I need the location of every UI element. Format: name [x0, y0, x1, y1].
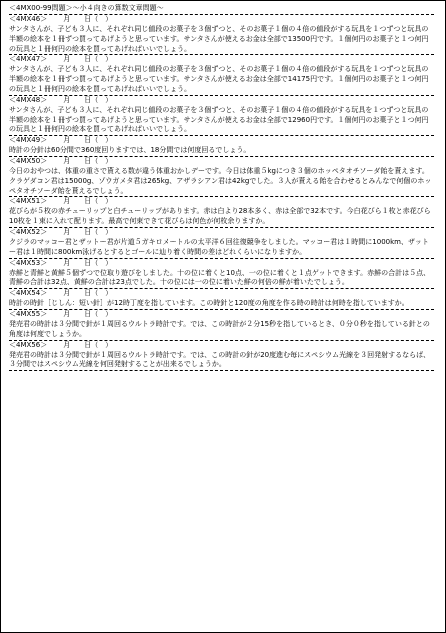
problem-header	[9, 55, 434, 65]
problem-text: 今日のおやつは、体重の重さで貰える数が違う体重おかしデーです。今日は体重５kgにつき３個のホッペタオチソーダ飴を貰えます。クラゲダコン君は15000g、ゾウガメタ君は265kg、アザラシアン君は42kgでした。３人が貰える飴を合わせるとみんなで何個のホッペタオチソーダ飴を貰えるでしょう。	[9, 166, 432, 195]
problem-date-field: 月 日（ ）	[63, 156, 113, 165]
problem-date-field: 月 日（ ）	[63, 95, 113, 104]
problem-header	[9, 259, 434, 269]
problem-text: サンタさんが、子ども３人に、それぞれ同じ値段のお菓子を３個ずつと、そのお菓子１個の４倍の値段がする玩具を１つずつと玩具の半額の絵本を１冊ずつ買ってあげようと思っています。サンタさんが使えるお金は全部で12960円です。１個何円のお菓子と１つ何円の玩具と１冊何円の絵本を買ってあげればいいでしょう。	[9, 105, 429, 134]
problem-text: 発売君の時計は３分間で針が１周回るウルトラ時計です。では、この時計の針が20度進む毎にスペシウム光線を３回発射するならば、３分間ではスペシウム光線を何回発射することが出来るでしょうか。	[9, 350, 431, 369]
problem-text: 発売君の時計は３分間で針が１周回るウルトラ時計です。では、この時計が２分15秒を指しているとき、０分０秒を指している針との角度は何度でしょうか。	[9, 319, 430, 338]
problem-header	[9, 157, 434, 167]
problem-item	[9, 55, 434, 95]
problem-id: ＜4MX53＞	[9, 258, 48, 267]
problem-header	[9, 15, 434, 25]
problem-item	[9, 259, 434, 290]
problem-date-field: 月 日（ ）	[63, 197, 113, 206]
problem-header	[9, 310, 434, 320]
problem-text: 時計の時針［じしん：短い針］が12時丁度を指しています。この時針と120度の角度を作る時の時計は何時を指していますか。	[9, 299, 409, 308]
problem-text: 時計の分針は60分間で360度回りますでは、18分間では何度回るでしょう。	[9, 146, 251, 155]
problem-text: 花びらが５枚の赤チューリップと白チューリップがあります。赤は白より28本多く、赤は全部で32本です。今白花びら１枚と赤花びら10枚を１束に入れて配ります。最高で何束できて花びらは何色が何枚余りますか。	[9, 207, 431, 226]
problem-header	[9, 96, 434, 106]
problem-id: ＜4MX51＞	[9, 197, 48, 206]
problem-header	[9, 341, 434, 351]
problem-date-field: 月 日（ ）	[63, 309, 113, 318]
problem-item	[9, 289, 434, 310]
problem-date-field: 月 日（ ）	[63, 136, 113, 145]
problem-id: ＜4MX49＞	[9, 136, 48, 145]
problem-item	[9, 15, 434, 55]
problem-header	[9, 228, 434, 238]
problem-date-field: 月 日（ ）	[63, 258, 113, 267]
problem-date-field: 月 日（ ）	[63, 55, 113, 64]
problem-id: ＜4MX54＞	[9, 289, 48, 298]
problem-list	[9, 15, 434, 371]
problem-item	[9, 197, 434, 228]
problem-id: ＜4MX50＞	[9, 156, 48, 165]
problem-date-field: 月 日（ ）	[63, 340, 113, 349]
problem-text: サンタさんが、子ども３人に、それぞれ同じ値段のお菓子を３個ずつと、そのお菓子１個の４倍の値段がする玩具を１つずつと玩具の半額の絵本を１冊ずつ買ってあげようと思っています。サンタさんが使えるお金は全部で13500円です。１個何円のお菓子と１つ何円の玩具と１冊何円の絵本を買ってあげればいいでしょう。	[9, 25, 429, 53]
problem-date-field: 月 日（ ）	[63, 227, 113, 236]
problem-id: ＜4MX52＞	[9, 227, 48, 236]
problem-text: 赤鮮と青鮮と黄鮮５個ずつで位取り遊びをしました。十の位に着くと10点、一の位に着くと１点ゲットできます。赤鮮の合計は５点、青鮮の合計は32点、黄鮮の合計は23点でした。十の位には一の位に着いた鮮の何倍の鮮が着いたでしょう。	[9, 268, 431, 287]
problem-id: ＜4MX47＞	[9, 55, 48, 64]
problem-id: ＜4MX46＞	[9, 15, 48, 23]
problem-id: ＜4MX48＞	[9, 95, 48, 104]
problem-item	[9, 96, 434, 136]
problem-date-field: 月 日（ ）	[63, 15, 113, 23]
problem-item	[9, 228, 434, 259]
worksheet-title: ＜4MX00-99問題＞～小４向きの算数文章問題～	[9, 4, 164, 12]
problem-id: ＜4MX56＞	[9, 340, 48, 349]
problem-text: サンタさんが、子ども３人に、それぞれ同じ値段のお菓子を３個ずつと、そのお菓子１個の４倍の値段がする玩具を１つずつと玩具の半額の絵本を１冊ずつ買ってあげようと思っています。サンタさんが使えるお金は全部で14175円です。１個何円のお菓子と１つ何円の玩具と１冊何円の絵本を買ってあげればいいでしょう。	[9, 65, 429, 93]
problem-header	[9, 289, 434, 299]
problem-item	[9, 341, 434, 372]
problem-id: ＜4MX55＞	[9, 309, 48, 318]
problem-item	[9, 157, 434, 197]
separator	[9, 370, 434, 371]
problem-date-field: 月 日（ ）	[63, 289, 113, 298]
problem-text: クジラのマッコー君とザットー君が片道５ガキロメートルの太平洋６回往復競争をしました。マッコー君は１時間に1000km、ザットー君は１時間に800km泳げるとするとゴールに辿り着く時間の差はどれくらいになりますか。	[9, 237, 429, 256]
problem-item	[9, 136, 434, 157]
problem-header	[9, 136, 434, 146]
problem-header	[9, 197, 434, 207]
problem-item	[9, 310, 434, 341]
